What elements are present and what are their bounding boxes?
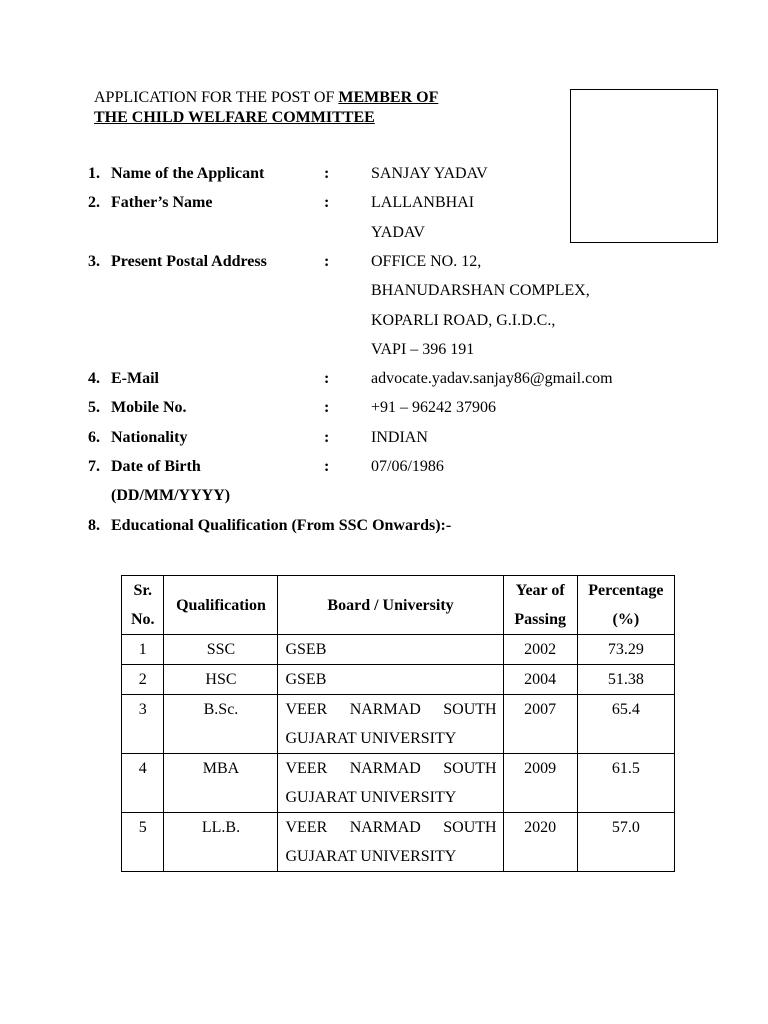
- table-row: [122, 665, 675, 695]
- field-row: [0, 368, 768, 397]
- field-label: E-Mail: [111, 370, 159, 388]
- field-row: [0, 222, 768, 251]
- field-label: Educational Qualification (From SSC Onwards):-: [111, 516, 452, 534]
- field-label: Nationality: [111, 428, 188, 446]
- field-label: Mobile No.: [111, 399, 187, 417]
- field-value: VAPI – 396 191: [371, 340, 475, 358]
- field-number: 6.: [88, 428, 100, 446]
- field-value: SANJAY YADAV: [371, 165, 488, 182]
- cell-year: 2007: [503, 695, 577, 754]
- field-number: 4.: [88, 370, 100, 388]
- cell-qualification: LL.B.: [164, 813, 278, 872]
- cell-sr-no: 1: [122, 635, 164, 665]
- header-percentage: Percentage (%): [577, 576, 674, 635]
- application-title: [94, 88, 514, 128]
- cell-percentage: 65.4: [577, 695, 674, 754]
- field-value: +91 – 96242 37906: [371, 399, 497, 417]
- cell-board: GSEB: [278, 665, 503, 695]
- field-value: 07/06/1986: [371, 458, 444, 475]
- table-row: [122, 695, 675, 754]
- field-row: [0, 251, 768, 280]
- header-qualification: Qualification: [164, 576, 278, 635]
- field-value: YADAV: [371, 223, 425, 241]
- field-value: KOPARLI ROAD, G.I.D.C.,: [371, 311, 556, 329]
- cell-qualification: B.Sc.: [164, 695, 278, 754]
- education-table: [121, 575, 675, 872]
- field-row: [0, 485, 768, 514]
- field-value: advocate.yadav.sanjay86@gmail.com: [371, 370, 613, 388]
- field-colon: :: [324, 252, 330, 270]
- cell-board: GSEB: [278, 635, 503, 665]
- field-row: [0, 192, 768, 221]
- table-header-row: [122, 576, 675, 635]
- title-prefix: APPLICATION FOR THE POST OF: [94, 89, 339, 106]
- field-value: INDIAN: [371, 428, 428, 446]
- cell-year: 2020: [503, 813, 577, 872]
- cell-qualification: SSC: [164, 635, 278, 665]
- cell-sr-no: 2: [122, 665, 164, 695]
- field-label: Present Postal Address: [111, 252, 267, 270]
- field-value: LALLANBHAI: [371, 194, 475, 212]
- field-colon: :: [324, 399, 330, 417]
- header-sr-no: Sr. No.: [122, 576, 164, 635]
- field-number: 2.: [88, 194, 100, 212]
- table-row: [122, 813, 675, 872]
- field-row: [0, 397, 768, 426]
- header-year: Year of Passing: [503, 576, 577, 635]
- field-number: 3.: [88, 252, 100, 270]
- cell-sr-no: 3: [122, 695, 164, 754]
- cell-percentage: 61.5: [577, 754, 674, 813]
- field-value: OFFICE NO. 12,: [371, 252, 482, 270]
- cell-percentage: 73.29: [577, 635, 674, 665]
- field-row: [0, 280, 768, 309]
- cell-qualification: HSC: [164, 665, 278, 695]
- field-number: 8.: [88, 516, 100, 534]
- field-label: Date of Birth: [111, 458, 201, 475]
- field-row: [0, 515, 768, 544]
- cell-percentage: 51.38: [577, 665, 674, 695]
- field-colon: :: [324, 165, 330, 182]
- cell-year: 2009: [503, 754, 577, 813]
- field-number: 1.: [88, 165, 100, 182]
- field-row: [0, 456, 768, 485]
- cell-sr-no: 5: [122, 813, 164, 872]
- field-colon: :: [324, 458, 330, 475]
- field-row: [0, 339, 768, 368]
- cell-percentage: 57.0: [577, 813, 674, 872]
- field-number: 5.: [88, 399, 100, 417]
- field-row: [0, 427, 768, 456]
- title-post-line1: MEMBER OF: [338, 89, 439, 106]
- title-post-line2: THE CHILD WELFARE COMMITTEE: [94, 109, 375, 126]
- field-value: BHANUDARSHAN COMPLEX,: [371, 282, 590, 300]
- cell-board: VEER NARMAD SOUTH GUJARAT UNIVERSITY: [278, 754, 503, 813]
- cell-sr-no: 4: [122, 754, 164, 813]
- field-colon: :: [324, 194, 330, 212]
- field-row: [0, 163, 768, 192]
- table-row: [122, 754, 675, 813]
- field-colon: :: [324, 428, 330, 446]
- header-board: Board / University: [278, 576, 503, 635]
- field-label: Name of the Applicant: [111, 165, 265, 182]
- cell-qualification: MBA: [164, 754, 278, 813]
- field-row: [0, 310, 768, 339]
- field-label: Father’s Name: [111, 194, 213, 212]
- cell-year: 2002: [503, 635, 577, 665]
- cell-year: 2004: [503, 665, 577, 695]
- cell-board: VEER NARMAD SOUTH GUJARAT UNIVERSITY: [278, 813, 503, 872]
- field-number: 7.: [88, 458, 100, 475]
- cell-board: VEER NARMAD SOUTH GUJARAT UNIVERSITY: [278, 695, 503, 754]
- field-colon: :: [324, 370, 330, 388]
- field-label: (DD/MM/YYYY): [111, 487, 231, 505]
- table-row: [122, 635, 675, 665]
